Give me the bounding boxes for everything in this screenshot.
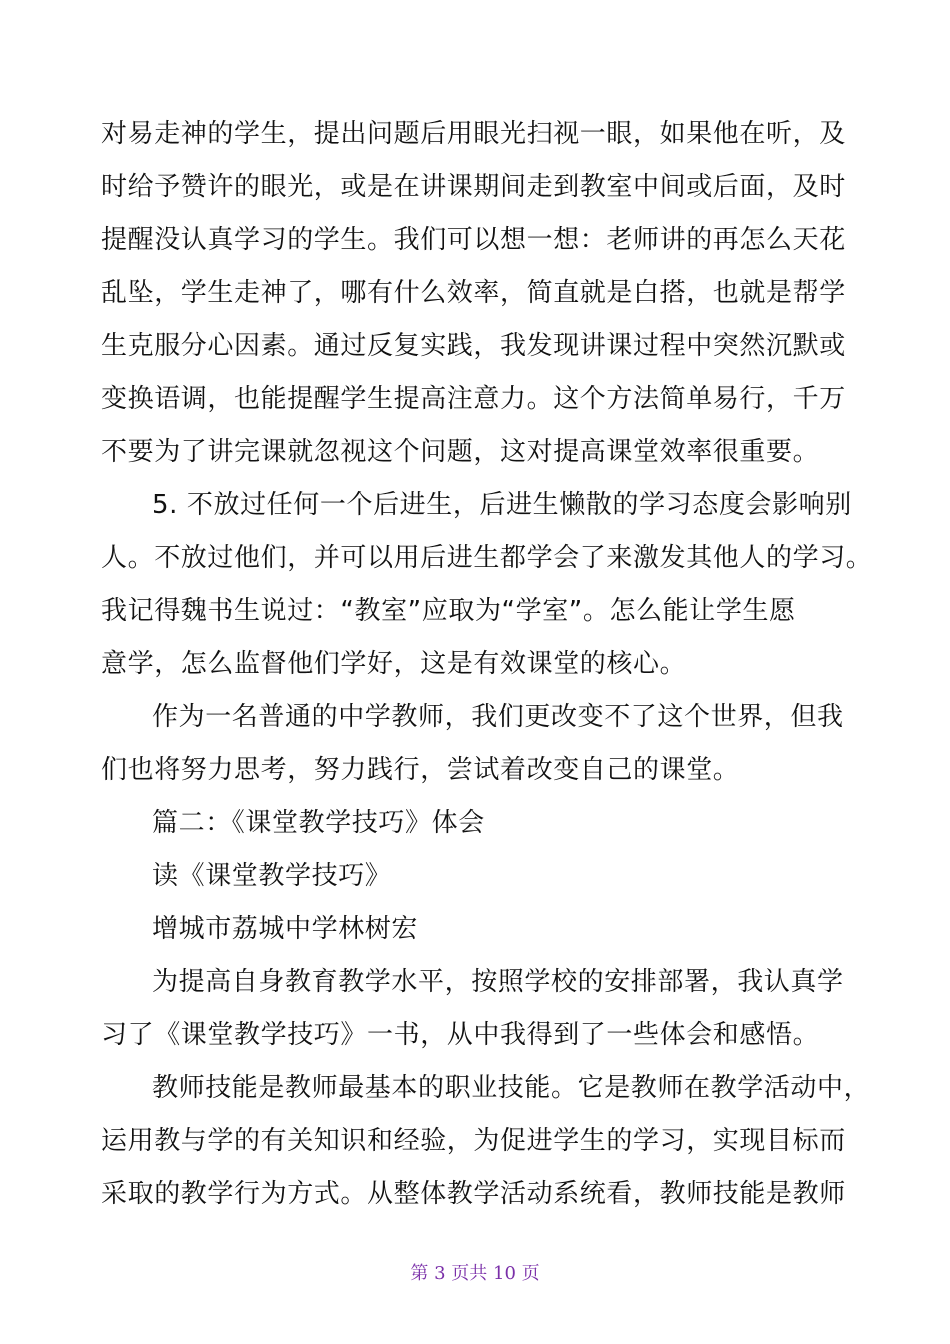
text-line: 为提高自身教育教学水平，按照学校的安排部署，我认真学 — [152, 967, 844, 997]
text-line: 我记得魏书生说过：“教室”应取为“学室”。怎么能让学生愿 — [101, 596, 796, 626]
text-line: 变换语调，也能提醒学生提高注意力。这个方法简单易行，千万 — [101, 384, 846, 414]
text-line: 5. 不放过任何一个后进生，后进生懒散的学习态度会影响别 — [152, 490, 852, 520]
text-line: 采取的教学行为方式。从整体教学活动系统看，教师技能是教师 — [101, 1179, 846, 1209]
text-line: 不要为了讲完课就忽视这个问题，这对提高课堂效率很重要。 — [101, 437, 820, 467]
text-line: 作为一名普通的中学教师，我们更改变不了这个世界，但我 — [152, 702, 844, 732]
text-line: 运用教与学的有关知识和经验，为促进学生的学习，实现目标而 — [101, 1126, 846, 1156]
text-line: 人。不放过他们，并可以用后进生都学会了来激发其他人的学习。 — [101, 543, 873, 573]
section-heading: 篇二：《课堂教学技巧》体会 — [152, 808, 485, 838]
text-line: 生克服分心因素。通过反复实践，我发现讲课过程中突然沉默或 — [101, 331, 846, 361]
text-line: 乱坠，学生走神了，哪有什么效率，简直就是白搭，也就是帮学 — [101, 278, 846, 308]
text-line: 时给予赞许的眼光，或是在讲课期间走到教室中间或后面，及时 — [101, 172, 846, 202]
text-line: 提醒没认真学习的学生。我们可以想一想：老师讲的再怎么天花 — [101, 225, 846, 255]
author-line: 增城市荔城中学林树宏 — [152, 914, 419, 944]
text-line: 对易走神的学生，提出问题后用眼光扫视一眼，如果他在听，及 — [101, 119, 846, 149]
text-line: 教师技能是教师最基本的职业技能。它是教师在教学活动中， — [152, 1073, 871, 1103]
page-number-footer: 第 3 页共 10 页 — [410, 1263, 540, 1284]
text-line: 们也将努力思考，努力践行，尝试着改变自己的课堂。 — [101, 755, 740, 785]
text-line: 意学，怎么监督他们学好，这是有效课堂的核心。 — [101, 649, 687, 679]
article-title: 读《课堂教学技巧》 — [152, 861, 392, 891]
text-line: 习了《课堂教学技巧》一书，从中我得到了一些体会和感悟。 — [101, 1020, 820, 1050]
